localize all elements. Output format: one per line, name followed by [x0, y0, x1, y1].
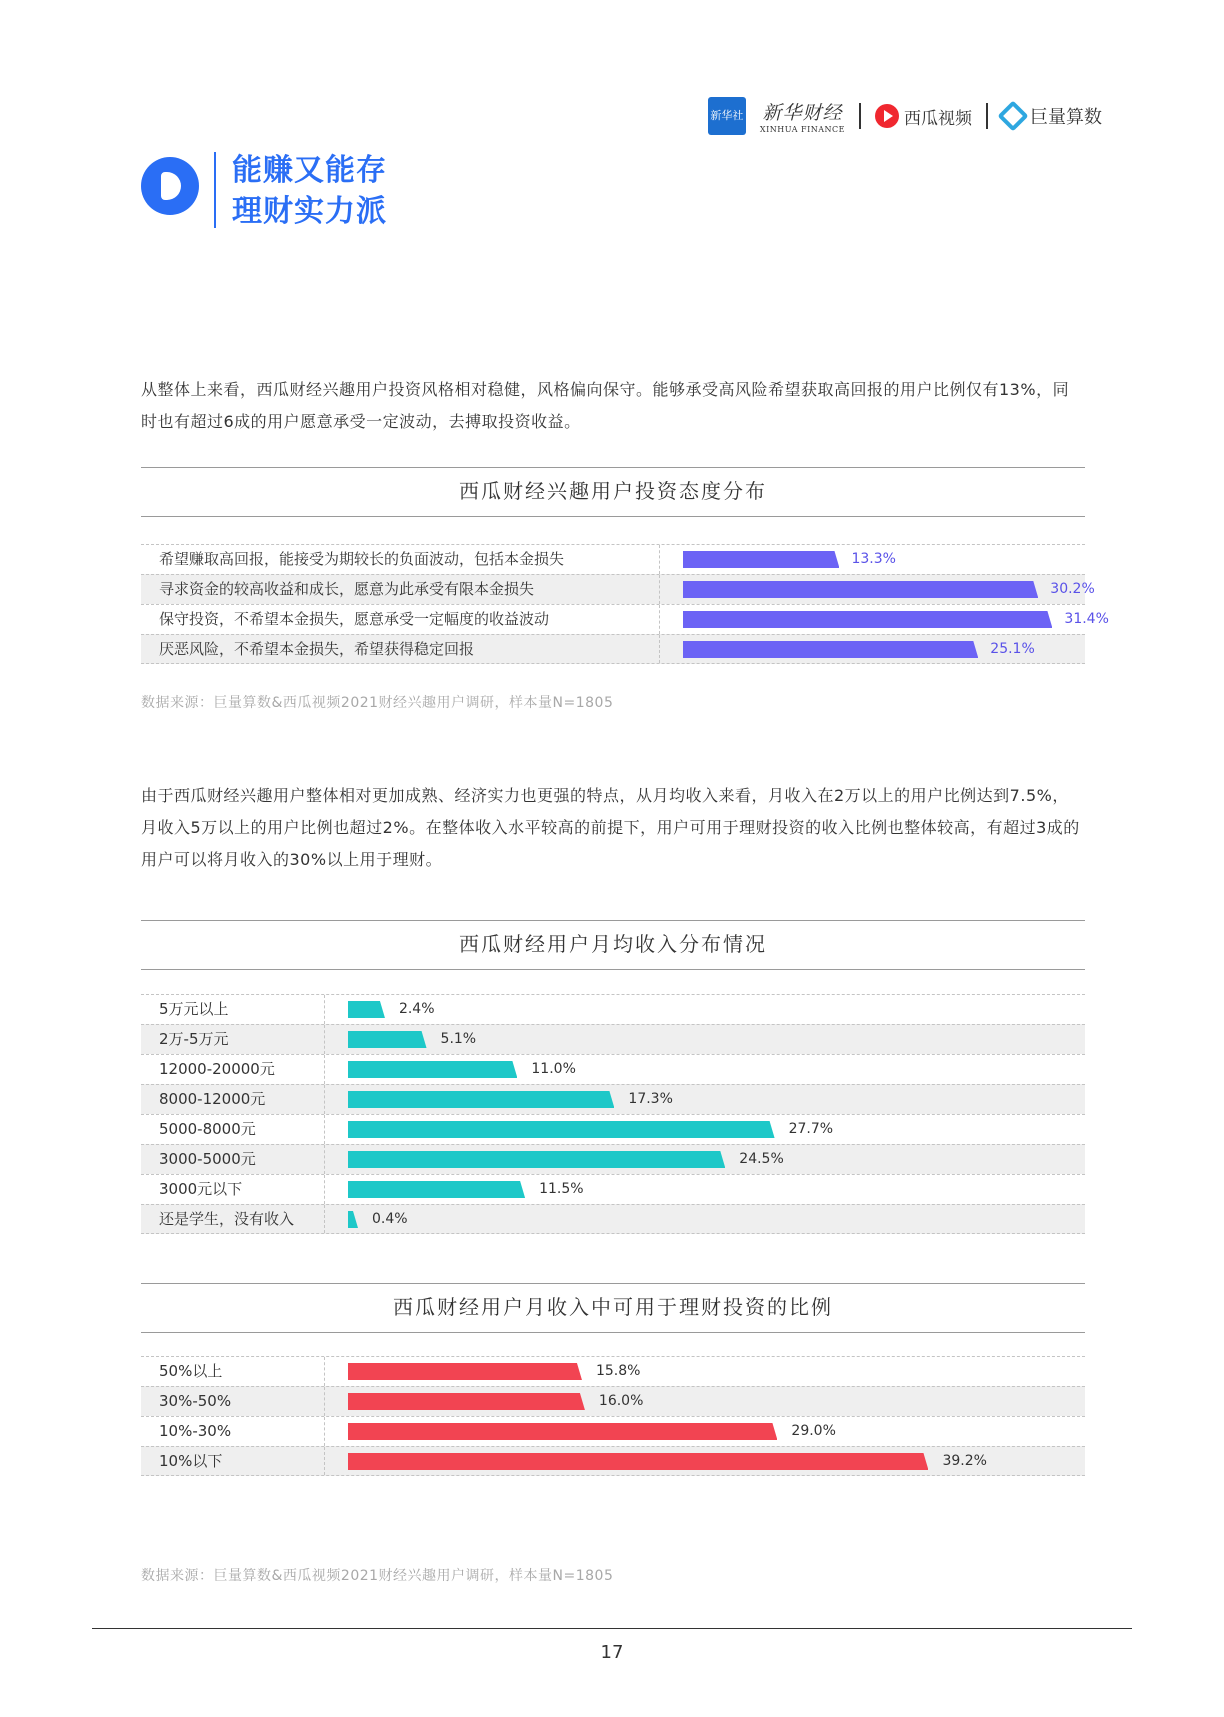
chart-row	[141, 574, 1095, 604]
column-divider	[324, 1055, 325, 1084]
xinhua-logo: 新华社	[708, 97, 746, 135]
category-label: 12000-20000元	[159, 1060, 275, 1078]
xigua-name: 西瓜视频	[904, 108, 972, 129]
category-label: 3000-5000元	[159, 1150, 256, 1168]
bar	[683, 641, 978, 658]
data-label: 15.8%	[595, 1363, 641, 1379]
xinhua-finance-en: XINHUA FINANCE	[759, 125, 845, 134]
chart-row	[141, 544, 1085, 574]
chart-row	[141, 1386, 1085, 1416]
chart-row	[141, 994, 1085, 1024]
section-title-line2: 理财实力派	[232, 194, 387, 229]
data-label: 11.0%	[531, 1061, 576, 1077]
paragraph-income: 由于西瓜财经兴趣用户整体相对更加成熟、经济实力也更强的特点，从月均收入来看，月收入在2万以上的用户比例达到7.5%，月收入5万以上的用户比例也超过2%。在整体收入水平较高的前提下，用户可用于理财投资的收入比例也整体较高，有超过3成的用户可以将月收入的30%以上用于理财。	[141, 786, 1080, 869]
data-label: 16.0%	[598, 1393, 644, 1409]
column-divider	[324, 1447, 325, 1475]
bar	[348, 1091, 614, 1108]
chart-row	[141, 1024, 1085, 1054]
category-label: 3000元以下	[159, 1180, 243, 1198]
data-label: 24.5%	[739, 1151, 784, 1167]
category-label: 10%以下	[159, 1452, 223, 1470]
brand-logos	[708, 94, 1102, 138]
column-divider	[324, 1387, 325, 1416]
bar	[348, 1211, 358, 1228]
bar	[348, 1453, 928, 1470]
data-label: 17.3%	[628, 1091, 673, 1107]
paragraph-investment-style: 从整体上来看，西瓜财经兴趣用户投资风格相对稳健，风格偏向保守。能够承受高风险希望获取高回报的用户比例仅有13%，同时也有超过6成的用户愿意承受一定波动，去搏取投资收益。	[141, 380, 1070, 431]
column-divider	[659, 635, 660, 663]
bar	[683, 551, 839, 568]
chart-row	[141, 1416, 1085, 1446]
xinhua-finance-logo	[760, 98, 845, 134]
xigua-play-icon	[875, 104, 899, 128]
juliang-diamond-icon	[997, 100, 1028, 131]
juliang-name: 巨量算数	[1030, 107, 1102, 128]
bar	[348, 1363, 582, 1380]
chart-row	[141, 1204, 1085, 1234]
column-divider	[324, 1175, 325, 1204]
category-label: 5000-8000元	[159, 1120, 256, 1138]
section-title	[232, 150, 387, 232]
category-label: 寻求资金的较高收益和成长，愿意为此承受有限本金损失	[159, 580, 535, 598]
chart-investment-attitude	[141, 467, 1109, 658]
chart-title: 西瓜财经用户月收入中可用于理财投资的比例	[141, 1283, 1085, 1333]
column-divider	[324, 1205, 325, 1233]
column-divider	[659, 575, 660, 604]
data-label: 25.1%	[990, 641, 1035, 657]
chart-row	[141, 604, 1109, 634]
chart-investable-income	[141, 1283, 1085, 1470]
juliang-logo	[1002, 103, 1102, 129]
bar	[348, 1151, 725, 1168]
category-label: 厌恶风险，不希望本金损失，希望获得稳定回报	[159, 640, 475, 658]
chart-title: 西瓜财经用户月均收入分布情况	[141, 920, 1085, 970]
data-label: 13.3%	[851, 551, 896, 567]
chart-row	[141, 1084, 1085, 1114]
data-label: 27.7%	[788, 1121, 834, 1137]
chart-row	[141, 1174, 1085, 1204]
column-divider	[324, 1085, 325, 1114]
chart-row	[141, 1144, 1085, 1174]
column-divider	[324, 1417, 325, 1446]
bar	[348, 1393, 585, 1410]
bar	[348, 1423, 777, 1440]
bar	[348, 1031, 427, 1048]
column-divider	[324, 995, 325, 1024]
data-label: 39.2%	[942, 1453, 987, 1469]
column-divider	[324, 1115, 325, 1144]
bar	[348, 1061, 517, 1078]
xinhua-finance-name: 新华财经	[762, 102, 843, 124]
column-divider	[324, 1145, 325, 1174]
chart-row	[141, 1356, 1085, 1386]
chart-monthly-income	[141, 920, 1085, 1228]
play-circle-icon	[141, 157, 199, 215]
data-source: 数据来源：巨量算数&西瓜视频2021财经兴趣用户调研，样本量N=1805	[141, 695, 614, 711]
data-label: 31.4%	[1064, 611, 1109, 627]
column-divider	[324, 1025, 325, 1054]
data-label: 5.1%	[440, 1031, 477, 1047]
title-divider	[214, 152, 216, 228]
category-label: 8000-12000元	[159, 1090, 266, 1108]
column-divider	[324, 1357, 325, 1386]
page-number: 17	[600, 1642, 624, 1663]
category-label: 30%-50%	[159, 1392, 232, 1410]
chart-title: 西瓜财经兴趣用户投资态度分布	[141, 467, 1085, 517]
bar	[348, 1121, 775, 1138]
chart-row	[141, 1054, 1085, 1084]
data-label: 0.4%	[372, 1211, 408, 1227]
category-label: 希望赚取高回报，能接受为期较长的负面波动，包括本金损失	[159, 550, 565, 568]
category-label: 50%以上	[159, 1362, 223, 1380]
bar	[348, 1181, 525, 1198]
data-label: 30.2%	[1050, 581, 1095, 597]
bar	[683, 581, 1038, 598]
column-divider	[659, 605, 660, 634]
category-label: 还是学生，没有收入	[159, 1210, 295, 1228]
category-label: 保守投资，不希望本金损失，愿意承受一定幅度的收益波动	[159, 610, 550, 628]
chart-row	[141, 1114, 1085, 1144]
category-label: 10%-30%	[159, 1422, 232, 1440]
category-label: 5万元以上	[159, 1000, 229, 1018]
data-source: 数据来源：巨量算数&西瓜视频2021财经兴趣用户调研，样本量N=1805	[141, 1568, 614, 1584]
section-title-line1: 能赚又能存	[232, 153, 387, 188]
data-label: 11.5%	[539, 1181, 584, 1197]
category-label: 2万-5万元	[159, 1030, 229, 1048]
data-label: 2.4%	[398, 1001, 435, 1017]
footer-divider	[92, 1628, 1132, 1629]
brand-divider	[986, 103, 988, 129]
chart-row	[141, 1446, 1085, 1476]
column-divider	[659, 545, 660, 574]
xigua-logo	[875, 104, 972, 129]
chart-row	[141, 634, 1085, 664]
bar	[348, 1001, 385, 1018]
bar	[683, 611, 1052, 628]
brand-divider	[859, 103, 861, 129]
data-label: 29.0%	[791, 1423, 836, 1439]
